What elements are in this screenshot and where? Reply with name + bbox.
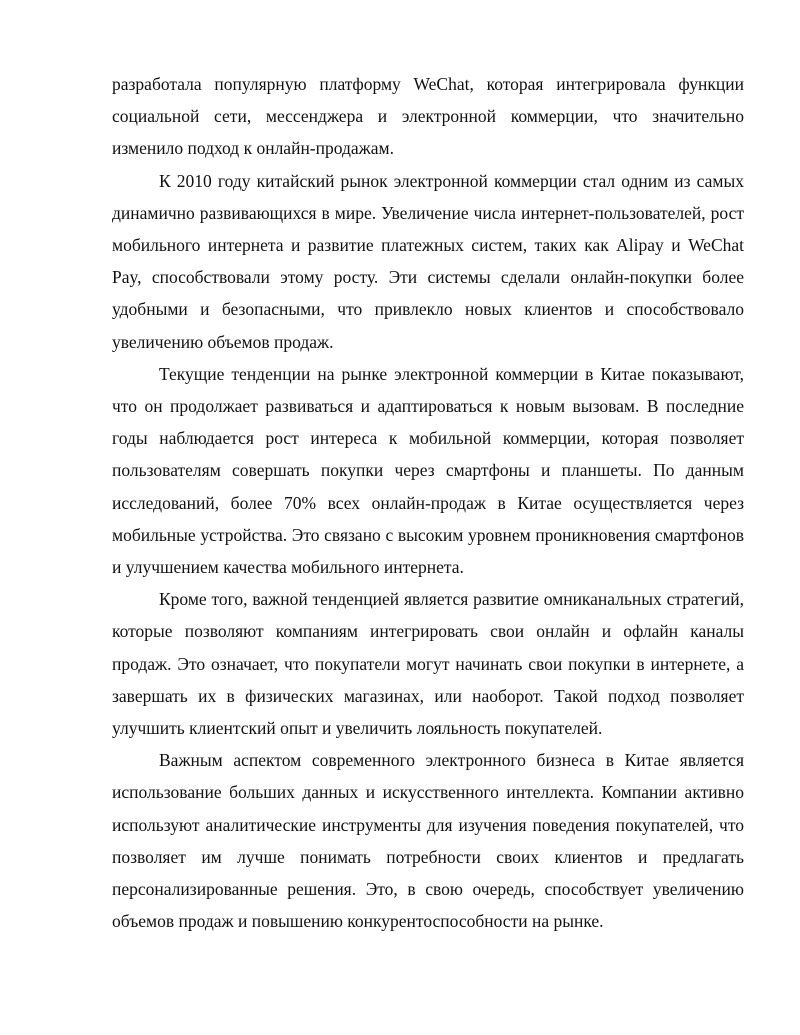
paragraph-big-data-ai: Важным аспектом современного электронного бизнеса в Китае является использование больших данных и искусственного интеллекта. Компании активно используют аналитические инструменты для изучения поведения покупателей, что позволяет им лучше понимать потребности своих клиентов и предлагать персонализированные решения. Это, в свою очередь, способствует увеличению объемов продаж и повышению конкурентоспособности на рынке. [112,750,744,932]
paragraph-market-2010: К 2010 году китайский рынок электронной коммерции стал одним из самых динамично развивающихся в мире. Увеличение числа интернет-пользователей, рост мобильного интернета и развитие платежных систем, таких как Alipay и WeChat Pay, способствовали этому росту. Эти системы сделали онлайн-покупки более удобными и безопасными, что привлекло новых клиентов и способствовало увеличению объемов продаж. [112,170,744,352]
document-page [112,68,744,937]
paragraph-wechat-continuation: разработала популярную платформу WeChat, которая интегрировала функции социальной сети, мессенджера и электронной коммерции, что значительно изменило подход к онлайн-продажам. [112,74,744,159]
paragraph-current-trends: Текущие тенденции на рынке электронной коммерции в Китае показывают, что он продолжает развиваться и адаптироваться к новым вызовам. В последние годы наблюдается рост интереса к мобильной коммерции, которая позволяет пользователям совершать покупки через смартфоны и планшеты. По данным исследований, более 70% всех онлайн-продаж в Китае осуществляется через мобильные устройства. Это связано с высоким уровнем проникновения смартфонов и улучшением качества мобильного интернета. [112,363,744,578]
paragraph-omnichannel: Кроме того, важной тенденцией является развитие омниканальных стратегий, которые позволяют компаниям интегрировать свои онлайн и офлайн каналы продаж. Это означает, что покупатели могут начинать свои покупки в интернете, а завершать их в физических магазинах, или наоборот. Такой подход позволяет улучшить клиентский опыт и увеличить лояльность покупателей. [112,589,744,739]
